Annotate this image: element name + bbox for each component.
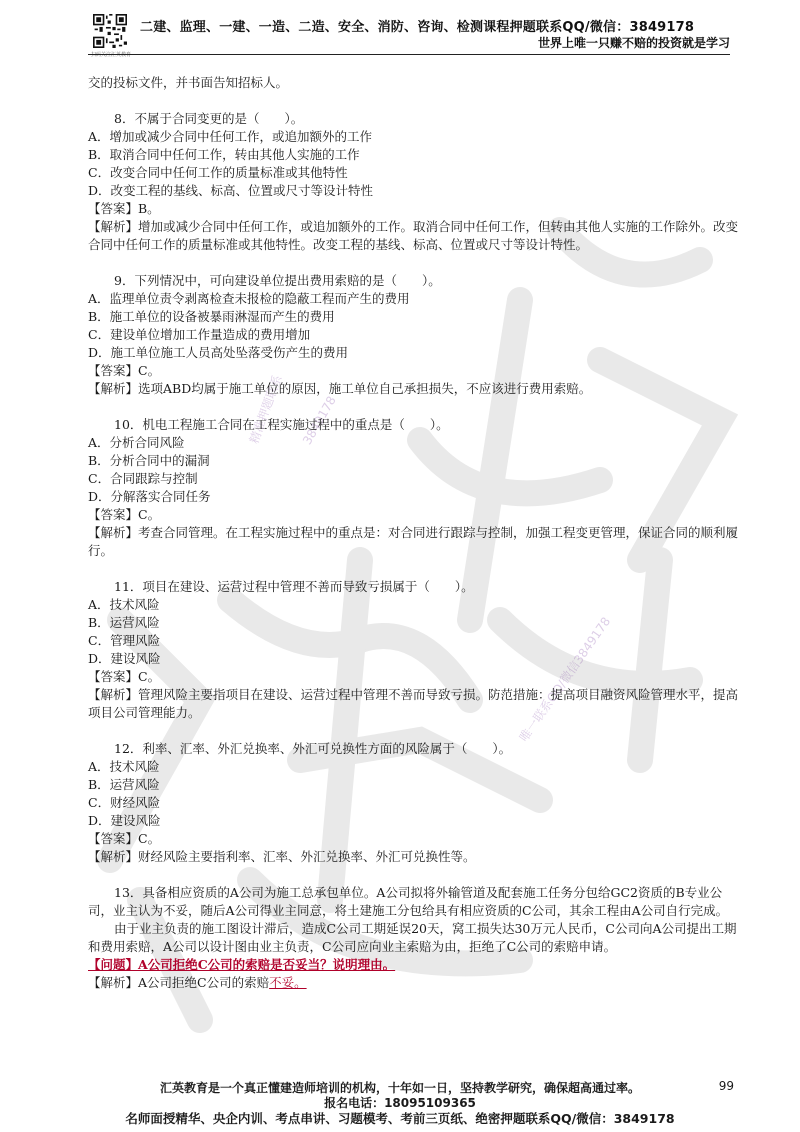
option: A．分析合同风险 bbox=[88, 435, 185, 450]
question-10 bbox=[88, 416, 740, 560]
case-answer bbox=[88, 974, 740, 992]
qr-caption: 扫码关注汇英教育 bbox=[90, 52, 131, 58]
case-paragraph: 13．具备相应资质的A公司为施工总承包单位。A公司拟将外输管道及配套施工任务分包给GC2资质的B专业公司，业主认为不妥，随后A公司得业主同意，将土建施工分包给具有相应资质的C公司，其余工程由A公司自行完成。 bbox=[88, 885, 729, 918]
explanation: 【解析】考查合同管理。在工程实施过程中的重点是：对合同进行跟踪与控制，加强工程变更管理，保证合同的顺利履行。 bbox=[88, 525, 739, 558]
footer-phone: 报名电话：18095109365 bbox=[324, 1096, 476, 1110]
explanation: 【解析】财经风险主要指利率、汇率、外汇兑换率、外汇可兑换性等。 bbox=[88, 849, 476, 864]
option: B．分析合同中的漏洞 bbox=[88, 453, 210, 468]
question-stem: 8．不属于合同变更的是（ ）。 bbox=[114, 111, 304, 126]
option: D．分解落实合同任务 bbox=[88, 489, 211, 504]
question-stem: 9．下列情况中，可向建设单位提出费用索赔的是（ ）。 bbox=[114, 273, 441, 288]
case-problem: 【问题】A公司拒绝C公司的索赔是否妥当？说明理由。 bbox=[88, 957, 396, 972]
header-slogan: 世界上唯一只赚不赔的投资就是学习 bbox=[537, 36, 730, 50]
answer: 【答案】B。 bbox=[88, 201, 160, 216]
option: D．建设风险 bbox=[88, 651, 161, 666]
option: C．管理风险 bbox=[88, 633, 161, 648]
question-stem: 11．项目在建设、运营过程中管理不善而导致亏损属于（ ）。 bbox=[114, 579, 474, 594]
footer-contact: 名师面授精华、央企内训、考点串讲、习题模考、考前三页纸、绝密押题联系QQ/微信：3849178 bbox=[125, 1111, 675, 1126]
option: A．技术风险 bbox=[88, 759, 160, 774]
option: D．改变工程的基线、标高、位置或尺寸等设计特性 bbox=[88, 183, 374, 198]
option: C．改变合同中任何工作的质量标准或其他特性 bbox=[88, 165, 348, 180]
option: D．建设风险 bbox=[88, 813, 161, 828]
question-stem: 12．利率、汇率、外汇兑换率、外汇可兑换性方面的风险属于（ ）。 bbox=[114, 741, 512, 756]
option: A．增加或减少合同中任何工作，或追加额外的工作 bbox=[88, 129, 373, 144]
option: B．运营风险 bbox=[88, 777, 160, 792]
document-body bbox=[88, 74, 740, 992]
explanation: 【解析】增加或减少合同中任何工作，或追加额外的工作。取消合同中任何工作，但转由其他人实施的工作除外。改变合同中任何工作的质量标准或其他特性。改变工程的基线、标高、位置或尺寸等设计特性。 bbox=[88, 219, 739, 252]
intro-line: 交的投标文件，并书面告知招标人。 bbox=[88, 75, 289, 90]
explanation: 【解析】管理风险主要指项目在建设、运营过程中管理不善而导致亏损。防范措施：提高项目融资风险管理水平，提高项目公司管理能力。 bbox=[88, 687, 739, 720]
answer: 【答案】C。 bbox=[88, 669, 161, 684]
option: C．财经风险 bbox=[88, 795, 161, 810]
option: B．施工单位的设备被暴雨淋湿而产生的费用 bbox=[88, 309, 335, 324]
watermark-text: 3849178 bbox=[300, 393, 339, 447]
case-paragraph: 由于业主负责的施工图设计滞后，造成C公司工期延误20天，窝工损失达30万元人民币，C公司向A公司提出工期和费用索赔，A公司以设计图由业主负责，C公司应向业主索赔为由，拒绝了C公司的索赔申请。 bbox=[88, 921, 737, 954]
option: A．监理单位责令剥离检查未报检的隐蔽工程而产生的费用 bbox=[88, 291, 410, 306]
option: B．取消合同中任何工作，转由其他人实施的工作 bbox=[88, 147, 360, 162]
option: B．运营风险 bbox=[88, 615, 160, 630]
option: A．技术风险 bbox=[88, 597, 160, 612]
option: C．建设单位增加工作量造成的费用增加 bbox=[88, 327, 311, 342]
footer-slogan: 汇英教育是一个真正懂建造师培训的机构，十年如一日，坚持教学研究，确保超高通过率。 bbox=[159, 1081, 640, 1095]
option: C．合同跟踪与控制 bbox=[88, 471, 198, 486]
answer: 【答案】C。 bbox=[88, 507, 161, 522]
option: D．施工单位施工人员高处坠落受伤产生的费用 bbox=[88, 345, 349, 360]
case-question-13 bbox=[88, 884, 740, 992]
question-12 bbox=[88, 740, 740, 866]
page-number: 99 bbox=[718, 1079, 734, 1093]
question-11 bbox=[88, 578, 740, 722]
answer: 【答案】C。 bbox=[88, 363, 161, 378]
case-answer-highlight: 不妥。 bbox=[269, 975, 307, 990]
question-8 bbox=[88, 110, 740, 254]
answer: 【答案】C。 bbox=[88, 831, 161, 846]
page-header bbox=[0, 0, 800, 72]
header-contact-line: 二建、监理、一建、一造、二造、安全、消防、咨询、检测课程押题联系QQ/微信：3849178 bbox=[140, 20, 695, 35]
explanation: 【解析】选项ABD均属于施工单位的原因，施工单位自己承担损失，不应该进行费用索赔。 bbox=[88, 381, 592, 396]
header-divider bbox=[88, 54, 730, 55]
question-stem: 10．机电工程施工合同在工程实施过程中的重点是（ ）。 bbox=[114, 417, 449, 432]
question-9 bbox=[88, 272, 740, 398]
qr-code-icon bbox=[93, 14, 127, 48]
watermark-text: 唯一联系QQ/微信3849178 bbox=[516, 614, 614, 745]
watermark-text: 精准押题联系 bbox=[246, 373, 285, 446]
case-answer-prefix: 【解析】A公司拒绝C公司的索赔 bbox=[88, 975, 270, 990]
